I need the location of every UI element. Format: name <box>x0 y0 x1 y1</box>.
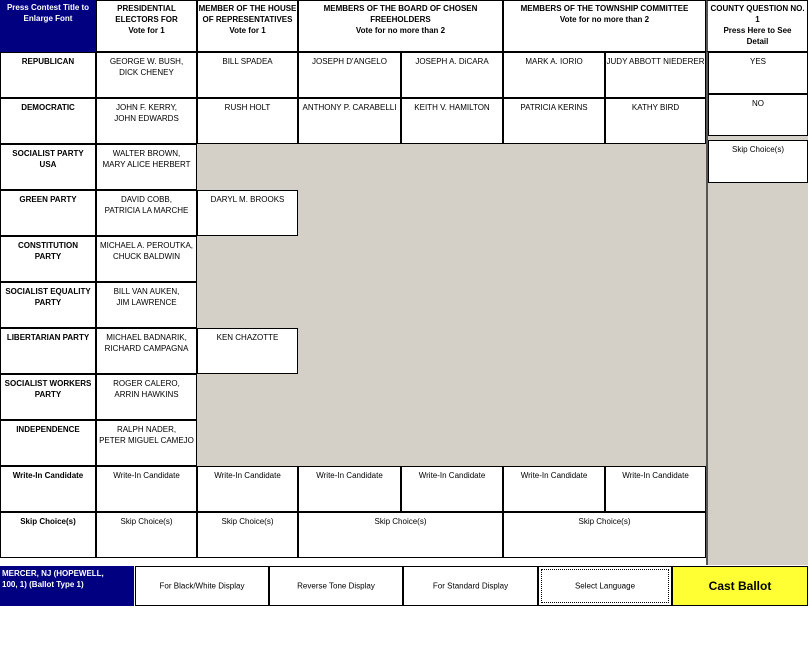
skip-township-button[interactable] <box>503 512 706 558</box>
select-language-label: Select Language <box>574 581 636 591</box>
enlarge-font-label: Press Contest Title to Enlarge Font <box>6 3 90 23</box>
question-no-label: NO <box>752 99 764 108</box>
candidate-president[interactable] <box>96 512 197 558</box>
candidate-freeholder[interactable] <box>401 466 503 512</box>
candidate-president[interactable] <box>96 236 197 282</box>
skip-label: Skip Choice(s) <box>374 517 427 526</box>
party-label-line: DEMOCRATIC <box>21 103 75 112</box>
cast-ballot-label: Cast Ballot <box>708 579 772 593</box>
candidate-name: BILL SPADEA <box>222 57 273 66</box>
candidate-president[interactable] <box>96 466 197 512</box>
free-title-line1: MEMBERS OF THE BOARD OF CHOSEN <box>323 4 478 13</box>
candidate-name-line: CHUCK BALDWIN <box>112 252 181 261</box>
candidate-name-line: MICHAEL BADNARIK, <box>106 333 187 342</box>
candidate-name-line: Write-In Candidate <box>113 471 180 480</box>
party-label-line: Write-In Candidate <box>12 471 84 480</box>
candidate-name: Write-In Candidate <box>520 471 588 480</box>
candidate-name: MARK A. IORIO <box>525 57 583 66</box>
party-label-line: PARTY <box>34 252 62 261</box>
party-label-line: USA <box>39 160 57 169</box>
question-no-button[interactable] <box>708 94 808 136</box>
house-title-line2: OF REPRESENTATIVES <box>202 15 293 24</box>
party-label <box>0 144 96 190</box>
empty-slot <box>197 420 706 466</box>
ballot-location <box>0 566 134 606</box>
party-label-line: SOCIALIST WORKERS <box>4 379 92 388</box>
candidate-name: Write-In Candidate <box>622 471 689 480</box>
candidate-name-line: MICHAEL A. PEROUTKA, <box>99 241 194 250</box>
skip-freeholders-button[interactable] <box>298 512 503 558</box>
party-label <box>0 328 96 374</box>
empty-slot <box>197 236 706 282</box>
candidate-freeholder[interactable] <box>401 98 503 144</box>
house-vote-limit: Vote for 1 <box>229 26 266 35</box>
party-label-line: LIBERTARIAN PARTY <box>6 333 90 342</box>
candidate-name-line: BILL VAN AUKEN, <box>113 287 180 296</box>
candidate-freeholder[interactable] <box>298 466 401 512</box>
candidate-president[interactable] <box>96 98 197 144</box>
candidate-house[interactable] <box>197 52 298 98</box>
location-line2: 100, 1) (Ballot Type 1) <box>2 580 84 589</box>
reverse-tone-display-button[interactable] <box>269 566 403 606</box>
candidate-name-line: Skip Choice(s) <box>120 517 173 526</box>
candidate-name-line: RALPH NADER, <box>116 425 177 434</box>
black-white-display-label: For Black/White Display <box>159 581 245 591</box>
candidate-name: KATHY BIRD <box>631 103 680 112</box>
candidate-house[interactable] <box>197 190 298 236</box>
candidate-name: Write-In Candidate <box>418 471 486 480</box>
candidate-freeholder[interactable] <box>401 52 503 98</box>
party-label-line: PARTY <box>34 298 62 307</box>
candidate-freeholder[interactable] <box>298 52 401 98</box>
contest-title-freeholders[interactable] <box>298 0 503 52</box>
town-vote-limit: Vote for no more than 2 <box>559 15 650 24</box>
house-title-line1: MEMBER OF THE HOUSE <box>198 4 297 13</box>
candidate-township[interactable] <box>503 52 605 98</box>
enlarge-font-button[interactable] <box>0 0 96 52</box>
question-yes-label: YES <box>749 57 766 66</box>
party-label-line: REPUBLICAN <box>21 57 75 66</box>
candidate-name-line: MARY ALICE HERBERT <box>102 160 191 169</box>
candidate-name: KEITH V. HAMILTON <box>414 103 490 112</box>
candidate-president[interactable] <box>96 52 197 98</box>
question-number: 1 <box>755 15 760 24</box>
party-label <box>0 190 96 236</box>
candidate-name: RUSH HOLT <box>224 103 271 112</box>
candidate-township[interactable] <box>605 52 706 98</box>
candidate-township[interactable] <box>605 98 706 144</box>
question-skip-button[interactable] <box>708 140 808 183</box>
party-label <box>0 52 96 98</box>
question-hint-line1: Press Here to See <box>723 26 792 35</box>
free-title-line2: FREEHOLDERS <box>370 15 431 24</box>
standard-display-label: For Standard Display <box>432 581 509 591</box>
empty-slot <box>197 282 706 328</box>
town-title-line1: MEMBERS OF THE TOWNSHIP COMMITTEE <box>520 4 689 13</box>
candidate-freeholder[interactable] <box>298 98 401 144</box>
candidate-name-line: PATRICIA LA MARCHE <box>104 206 189 215</box>
candidate-president[interactable] <box>96 374 197 420</box>
candidate-name: Write-In Candidate <box>214 471 281 480</box>
party-label-line: Skip Choice(s) <box>20 517 76 526</box>
skip-label: Skip Choice(s) <box>578 517 631 526</box>
question-skip-label: Skip Choice(s) <box>731 145 784 154</box>
black-white-display-button[interactable] <box>135 566 269 606</box>
skip-label: Skip Choice(s) <box>221 517 274 526</box>
location-line1: MERCER, NJ (HOPEWELL, <box>2 569 104 578</box>
candidate-name-line: JOHN F. KERRY, <box>115 103 178 112</box>
candidate-house[interactable] <box>197 98 298 144</box>
candidate-house[interactable] <box>197 328 298 374</box>
question-hint-line2: Detail <box>746 37 769 46</box>
candidate-president[interactable] <box>96 144 197 190</box>
question-yes-button[interactable] <box>708 52 808 94</box>
candidate-name: JUDY ABBOTT NIEDERER <box>606 57 705 66</box>
contest-title-county-question[interactable] <box>706 0 808 52</box>
party-label <box>0 512 96 558</box>
question-title: COUNTY QUESTION NO. <box>710 4 805 13</box>
pres-title-line1: PRESIDENTIAL <box>117 4 176 13</box>
free-vote-limit: Vote for no more than 2 <box>355 26 446 35</box>
party-label <box>0 236 96 282</box>
reverse-tone-display-label: Reverse Tone Display <box>297 581 375 591</box>
candidate-name: JOSEPH A. DiCARA <box>415 57 489 66</box>
candidate-name-line: DICK CHENEY <box>119 68 174 77</box>
candidate-township[interactable] <box>605 466 706 512</box>
candidate-name-line: RICHARD CAMPAGNA <box>104 344 189 353</box>
party-label-line: CONSTITUTION <box>18 241 78 250</box>
pres-title-line2: ELECTORS FOR <box>115 15 178 24</box>
select-language-button[interactable] <box>538 566 672 606</box>
candidate-name-line: JOHN EDWARDS <box>114 114 179 123</box>
candidate-name: JOSEPH D'ANGELO <box>312 57 387 66</box>
candidate-name-line: PETER MIGUEL CAMEJO <box>99 436 194 445</box>
candidate-name-line: GEORGE W. BUSH, <box>109 57 184 66</box>
contest-title-township[interactable] <box>503 0 706 52</box>
candidate-name: DARYL M. BROOKS <box>210 195 285 204</box>
party-label <box>0 466 96 512</box>
empty-slot <box>197 144 706 190</box>
candidate-name: KEN CHAZOTTE <box>216 333 279 342</box>
skip-house-button[interactable] <box>197 512 298 558</box>
candidate-president[interactable] <box>96 282 197 328</box>
candidate-house[interactable] <box>197 466 298 512</box>
party-label-line: SOCIALIST PARTY <box>12 149 84 158</box>
candidate-president[interactable] <box>96 190 197 236</box>
candidate-name-line: DAVID COBB, <box>121 195 172 204</box>
candidate-township[interactable] <box>503 98 605 144</box>
contest-title-president[interactable] <box>96 0 197 52</box>
candidate-president[interactable] <box>96 420 197 466</box>
candidate-president[interactable] <box>96 328 197 374</box>
empty-slot <box>298 190 706 236</box>
party-label-line: INDEPENDENCE <box>16 425 80 434</box>
candidate-name-line: WALTER BROWN, <box>112 149 181 158</box>
candidate-township[interactable] <box>503 466 605 512</box>
party-label-line: PARTY <box>34 390 62 399</box>
party-label <box>0 374 96 420</box>
party-label <box>0 98 96 144</box>
cast-ballot-button[interactable] <box>672 566 808 606</box>
pres-vote-limit: Vote for 1 <box>128 26 165 35</box>
empty-slot <box>197 374 706 420</box>
candidate-name-line: JIM LAWRENCE <box>116 298 177 307</box>
party-label-line: GREEN PARTY <box>19 195 77 204</box>
empty-slot <box>298 328 706 374</box>
standard-display-button[interactable] <box>403 566 538 606</box>
party-label <box>0 420 96 466</box>
contest-title-house[interactable] <box>197 0 298 52</box>
candidate-name: ANTHONY P. CARABELLI <box>302 103 397 112</box>
candidate-name-line: ARRIN HAWKINS <box>114 390 179 399</box>
candidate-name: PATRICIA KERINS <box>520 103 588 112</box>
candidate-name-line: ROGER CALERO, <box>113 379 180 388</box>
party-label <box>0 282 96 328</box>
candidate-name: Write-In Candidate <box>316 471 383 480</box>
party-label-line: SOCIALIST EQUALITY <box>5 287 91 296</box>
